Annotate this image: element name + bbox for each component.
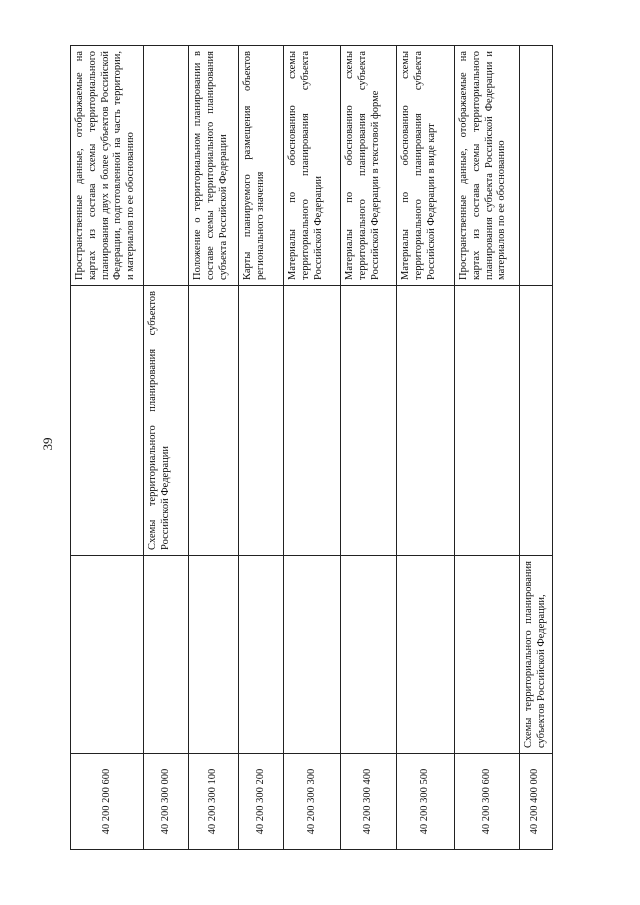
row-description: Пространственные данные, отображаемые на картах из состава схемы территориального планирования субъекта Российской Федерации и материалов по ее обоснованию [455, 46, 520, 286]
row-description: Пространственные данные, отображаемые на картах из состава схемы территориального планирования двух и более субъектов Российской Федерации, подготовленной на часть территории, и материалов по ее обоснованию [71, 46, 144, 286]
row-name [284, 556, 341, 754]
row-description: Положение о территориальном планировании в составе схемы территориального планирования субъекта Российской Федерации [189, 46, 239, 286]
row-extra [455, 286, 520, 556]
row-description [520, 46, 553, 286]
row-code: 40 200 300 200 [239, 754, 284, 850]
row-extra [341, 286, 397, 556]
table-row [189, 46, 239, 850]
row-description: Карты планируемого размещения объектов регионального значения [239, 46, 284, 286]
row-name [144, 556, 189, 754]
row-name [341, 556, 397, 754]
row-code: 40 200 300 100 [189, 754, 239, 850]
table-row [455, 46, 520, 850]
row-name [455, 556, 520, 754]
row-code: 40 200 200 600 [71, 754, 144, 850]
rotated-table-container [70, 46, 547, 850]
row-extra: Схемы территориального планирования субъектов Российской Федерации [144, 286, 189, 556]
table-row [397, 46, 455, 850]
row-description: Материалы по обоснованию схемы территориального планирования субъекта Российской Федерации [284, 46, 341, 286]
row-code: 40 200 300 000 [144, 754, 189, 850]
row-extra [284, 286, 341, 556]
table-row [144, 46, 189, 850]
row-code: 40 200 400 000 [520, 754, 553, 850]
row-extra [397, 286, 455, 556]
row-extra [71, 286, 144, 556]
row-code: 40 200 300 300 [284, 754, 341, 850]
row-extra [520, 286, 553, 556]
row-code: 40 200 300 400 [341, 754, 397, 850]
table-row [520, 46, 553, 850]
row-description [144, 46, 189, 286]
row-description: Материалы по обоснованию схемы территориального планирования субъекта Российской Федерации в виде карт [397, 46, 455, 286]
row-code: 40 200 300 600 [455, 754, 520, 850]
row-name [397, 556, 455, 754]
page-number: 39 [40, 437, 55, 451]
table-row [71, 46, 144, 850]
table-row [284, 46, 341, 850]
row-extra [189, 286, 239, 556]
row-name: Схемы территориального планирования субъектов Российской Федерации, [520, 556, 553, 754]
row-name [71, 556, 144, 754]
table-row [239, 46, 284, 850]
row-description: Материалы по обоснованию схемы территориального планирования субъекта Российской Федерации в текстовой форме [341, 46, 397, 286]
classifier-table [70, 45, 553, 850]
row-extra [239, 286, 284, 556]
row-name [189, 556, 239, 754]
table-row [341, 46, 397, 850]
row-code: 40 200 300 500 [397, 754, 455, 850]
row-name [239, 556, 284, 754]
